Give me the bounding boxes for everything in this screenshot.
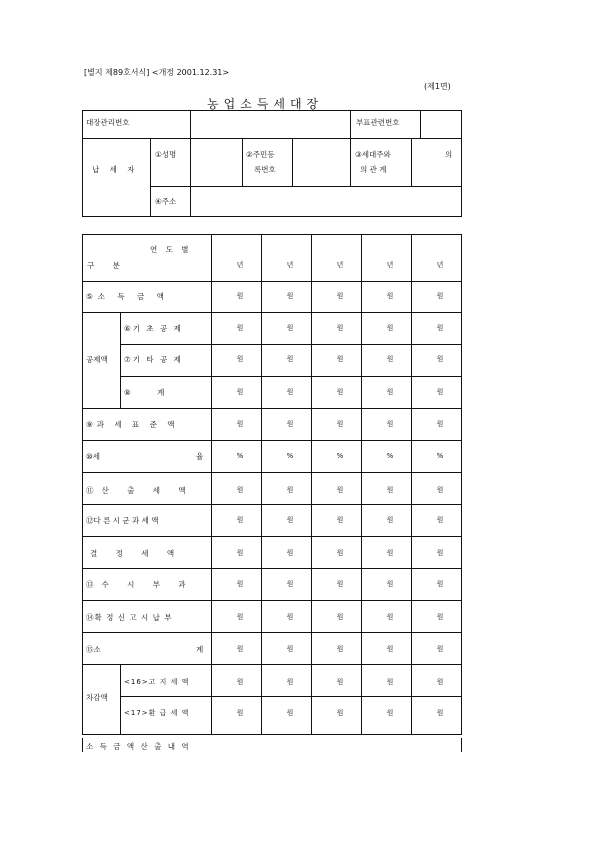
won-unit: 원 [286,388,294,396]
address-label: ④주소 [155,197,177,206]
main-table-column-divider [411,234,412,734]
won-unit: 원 [336,420,344,428]
row-label-computed-tax: ⑪산 출 세 액 [86,486,194,495]
main-table-row-divider [120,376,462,377]
won-unit: 원 [286,613,294,621]
top-table-border-bottom [82,216,462,217]
won-unit: 원 [436,292,444,300]
page-number: (제1면) [424,82,451,91]
won-unit: 원 [286,678,294,686]
won-unit: 원 [236,516,244,524]
main-table-border-left [82,234,83,734]
main-table-row-divider [120,696,462,697]
main-table-column-divider [311,234,312,734]
won-unit: 원 [436,486,444,494]
top-table-divider [150,186,462,187]
won-unit: 원 [236,324,244,332]
won-unit: 원 [336,709,344,717]
won-unit: 원 [436,516,444,524]
won-unit: 원 [336,516,344,524]
row-label-subtotal-suffix: 계 [196,645,204,654]
main-table-row-divider [82,600,462,601]
won-unit: 원 [286,486,294,494]
won-unit: 원 [286,324,294,332]
deduction-group-label: 공제액 [86,355,108,364]
household-relation-suffix: 의 [445,150,453,159]
row-label-final-return-payment: ⑭확 정 신 고 시 납 부 [86,613,173,622]
percent-unit: % [336,452,344,460]
won-unit: 원 [336,645,344,653]
won-unit: 원 [386,549,394,557]
won-unit: 원 [236,678,244,686]
top-table-divider [190,138,191,216]
main-table-row-divider [120,344,462,345]
won-unit: 원 [386,292,394,300]
won-unit: 원 [236,388,244,396]
main-table-column-divider [361,234,362,734]
won-unit: 원 [286,420,294,428]
won-unit: 원 [336,292,344,300]
won-unit: 원 [286,580,294,588]
won-unit: 원 [286,709,294,717]
won-unit: 원 [436,355,444,363]
household-relation-label: ③세대주와 [355,150,391,159]
won-unit: 원 [436,678,444,686]
top-table-divider [242,138,243,186]
name-label: ①성명 [155,150,177,159]
won-unit: 원 [386,645,394,653]
won-unit: 원 [436,580,444,588]
won-unit: 원 [236,355,244,363]
main-table-row-divider [82,281,462,282]
main-table-row-divider [82,408,462,409]
won-unit: 원 [336,613,344,621]
won-unit: 원 [236,486,244,494]
year-unit: 년 [286,261,294,269]
won-unit: 원 [336,355,344,363]
percent-unit: % [386,452,394,460]
main-table-row-divider [82,632,462,633]
row-label-determined-tax: 결 정 세 액 [90,549,183,558]
page-title: 농업소득세대장 [207,97,324,111]
top-table-divider [190,110,191,138]
ledger-number-label: 대장관리번호 [86,118,130,127]
main-table-column-divider [261,234,262,734]
row-label-tax-rate-suffix: 율 [196,452,204,461]
top-table-border-top [82,110,462,111]
won-unit: 원 [236,645,244,653]
won-unit: 원 [236,420,244,428]
deduction-group-divider [120,312,121,408]
row-label-income-amount: ⑤소 득 금 액 [86,292,169,301]
reduction-group-divider [120,664,121,734]
main-table-border-top [82,234,462,235]
year-column-header: 연 도 별 [150,245,192,254]
won-unit: 원 [336,580,344,588]
row-label-refund-tax: <17>환 급 세 액 [124,709,190,717]
won-unit: 원 [286,292,294,300]
top-table-divider [350,138,351,186]
won-unit: 원 [386,580,394,588]
year-unit: 년 [436,261,444,269]
top-table-divider [420,110,421,138]
won-unit: 원 [436,613,444,621]
reduction-group-label: 차감액 [86,693,108,702]
won-unit: 원 [386,709,394,717]
year-unit: 년 [236,261,244,269]
main-table-row-divider [82,536,462,537]
won-unit: 원 [436,549,444,557]
top-table-border-right [461,110,462,216]
won-unit: 원 [236,292,244,300]
year-unit: 년 [386,261,394,269]
top-table-divider [82,138,462,139]
row-label-other-deduction: ⑦기 타 공 제 [124,355,183,364]
won-unit: 원 [436,645,444,653]
won-unit: 원 [336,324,344,332]
row-label-deduction-total: ⑧ 계 [124,388,177,397]
won-unit: 원 [336,678,344,686]
won-unit: 원 [286,355,294,363]
row-label-basic-deduction: ⑥기 초 공 제 [124,324,183,333]
row-label-other-municipality-tax: ⑫다 른 시 군 과 세 액 [86,516,159,525]
won-unit: 원 [386,678,394,686]
household-relation-label-line2: 의 관 계 [360,165,387,174]
year-unit: 년 [336,261,344,269]
main-table-row-divider [82,312,462,313]
top-table-divider [150,138,151,216]
won-unit: 원 [336,388,344,396]
won-unit: 원 [386,355,394,363]
won-unit: 원 [386,420,394,428]
taxpayer-label: 납 세 자 [92,165,139,174]
won-unit: 원 [336,486,344,494]
won-unit: 원 [386,388,394,396]
main-table-border-right [461,234,462,734]
main-table-label-divider [211,234,212,734]
main-table-row-divider [82,504,462,505]
won-unit: 원 [236,613,244,621]
won-unit: 원 [336,549,344,557]
won-unit: 원 [236,709,244,717]
won-unit: 원 [286,549,294,557]
main-table-row-divider [82,568,462,569]
row-label-occasional-levy: ⑬수 시 부 과 [86,580,194,589]
won-unit: 원 [386,486,394,494]
won-unit: 원 [286,645,294,653]
footer-border-left [82,738,83,752]
won-unit: 원 [436,709,444,717]
resident-number-label: ②주민등 [246,150,275,159]
form-reference: [별지 제89호서식] <개정 2001.12.31> [84,68,230,77]
top-table-divider [350,110,351,138]
top-table-divider [411,138,412,186]
main-table-row-divider [82,734,462,735]
top-table-border-left [82,110,83,216]
income-calculation-details-label: 소 득 금 액 산 출 내 역 [86,742,191,751]
category-column-header: 구 분 [87,261,128,270]
won-unit: 원 [286,516,294,524]
won-unit: 원 [386,324,394,332]
top-table-divider [292,138,293,186]
sub-ledger-number-label: 부표관련번호 [356,118,400,127]
percent-unit: % [436,452,444,460]
won-unit: 원 [386,613,394,621]
won-unit: 원 [436,388,444,396]
row-label-tax-rate: ⑩세 [86,452,100,461]
resident-number-label-line2: 록번호 [254,165,276,174]
main-table-row-divider [82,440,462,441]
main-table-row-divider [82,664,462,665]
won-unit: 원 [236,580,244,588]
won-unit: 원 [436,420,444,428]
row-label-subtotal: ⑮소 [86,645,101,654]
row-label-notice-tax: <16>고 지 세 액 [124,678,190,686]
percent-unit: % [236,452,244,460]
row-label-tax-base: ⑨과 세 표 준 액 [86,420,179,429]
won-unit: 원 [386,516,394,524]
won-unit: 원 [236,549,244,557]
percent-unit: % [286,452,294,460]
main-table-row-divider [82,472,462,473]
won-unit: 원 [436,324,444,332]
footer-border-right [461,738,462,752]
